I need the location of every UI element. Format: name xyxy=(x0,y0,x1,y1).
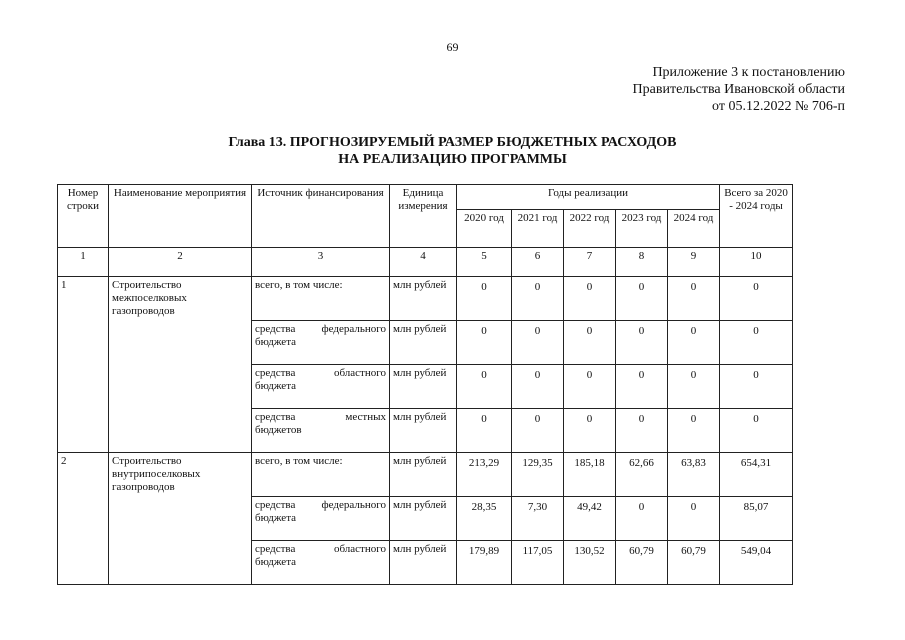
column-number: 2 xyxy=(109,248,252,277)
value-2022: 0 xyxy=(564,365,616,409)
value-total: 0 xyxy=(720,365,793,409)
value-2024: 63,83 xyxy=(668,453,720,497)
value-2023: 0 xyxy=(616,497,668,541)
value-2024: 0 xyxy=(668,497,720,541)
value-2022: 0 xyxy=(564,409,616,453)
unit: млн рублей xyxy=(390,365,457,409)
header-year-2023: 2023 год xyxy=(616,210,668,248)
value-2024: 0 xyxy=(668,365,720,409)
activity-name: Строительство межпоселковых газопроводов xyxy=(109,277,252,453)
column-number: 5 xyxy=(457,248,512,277)
value-total: 85,07 xyxy=(720,497,793,541)
value-total: 0 xyxy=(720,321,793,365)
value-total: 654,31 xyxy=(720,453,793,497)
value-total: 0 xyxy=(720,409,793,453)
unit: млн рублей xyxy=(390,277,457,321)
appendix-line-3: от 05.12.2022 № 706-п xyxy=(712,99,845,114)
value-2021: 0 xyxy=(512,321,564,365)
value-2022: 130,52 xyxy=(564,541,616,585)
value-2023: 0 xyxy=(616,365,668,409)
value-2023: 0 xyxy=(616,277,668,321)
header-source: Источник финансирования xyxy=(252,185,390,248)
value-total: 549,04 xyxy=(720,541,793,585)
value-2023: 0 xyxy=(616,321,668,365)
header-year-2022: 2022 год xyxy=(564,210,616,248)
funding-source: средства областного бюджета xyxy=(252,365,390,409)
column-number: 1 xyxy=(58,248,109,277)
chapter-title-line-2: НА РЕАЛИЗАЦИЮ ПРОГРАММЫ xyxy=(338,152,567,167)
value-2021: 0 xyxy=(512,409,564,453)
header-year-2024: 2024 год xyxy=(668,210,720,248)
funding-source: средства федерального бюджета xyxy=(252,497,390,541)
funding-source: средства федерального бюджета xyxy=(252,321,390,365)
value-2024: 0 xyxy=(668,409,720,453)
funding-source: всего, в том числе: xyxy=(252,277,390,321)
value-2022: 0 xyxy=(564,277,616,321)
column-number: 8 xyxy=(616,248,668,277)
value-2022: 0 xyxy=(564,321,616,365)
value-2022: 185,18 xyxy=(564,453,616,497)
appendix-header xyxy=(633,64,845,115)
header-years-group: Годы реализации xyxy=(457,185,720,210)
table-row xyxy=(58,453,793,497)
unit: млн рублей xyxy=(390,453,457,497)
column-number: 9 xyxy=(668,248,720,277)
header-year-2021: 2021 год xyxy=(512,210,564,248)
header-row-number: Номер строки xyxy=(58,185,109,248)
chapter-title xyxy=(0,134,905,168)
unit: млн рублей xyxy=(390,541,457,585)
appendix-line-1: Приложение 3 к постановлению xyxy=(652,65,845,80)
column-number: 7 xyxy=(564,248,616,277)
unit: млн рублей xyxy=(390,321,457,365)
funding-source: средства местных бюджетов xyxy=(252,409,390,453)
value-2020: 0 xyxy=(457,321,512,365)
value-2021: 0 xyxy=(512,277,564,321)
unit: млн рублей xyxy=(390,497,457,541)
funding-source: средства областного бюджета xyxy=(252,541,390,585)
value-2021: 129,35 xyxy=(512,453,564,497)
column-numbers-row xyxy=(58,248,793,277)
value-2024: 0 xyxy=(668,321,720,365)
column-number: 3 xyxy=(252,248,390,277)
header-year-2020: 2020 год xyxy=(457,210,512,248)
page-number: 69 xyxy=(446,40,459,54)
chapter-title-line-1: Глава 13. ПРОГНОЗИРУЕМЫЙ РАЗМЕР БЮДЖЕТНЫХ РАСХОДОВ xyxy=(228,135,677,150)
header-unit: Единица измерения xyxy=(390,185,457,248)
value-2021: 7,30 xyxy=(512,497,564,541)
value-2023: 0 xyxy=(616,409,668,453)
value-2023: 60,79 xyxy=(616,541,668,585)
budget-table xyxy=(57,184,793,585)
column-number: 6 xyxy=(512,248,564,277)
column-number: 10 xyxy=(720,248,793,277)
funding-source: всего, в том числе: xyxy=(252,453,390,497)
value-2020: 0 xyxy=(457,277,512,321)
column-number: 4 xyxy=(390,248,457,277)
header-total: Всего за 2020 - 2024 годы xyxy=(720,185,793,248)
value-2022: 49,42 xyxy=(564,497,616,541)
value-2020: 0 xyxy=(457,409,512,453)
value-2023: 62,66 xyxy=(616,453,668,497)
activity-number: 2 xyxy=(58,453,109,585)
activity-name: Строительство внутрипоселковых газопроводов xyxy=(109,453,252,585)
header-activity: Наименование мероприятия xyxy=(109,185,252,248)
table-row xyxy=(58,277,793,321)
value-2021: 117,05 xyxy=(512,541,564,585)
appendix-line-2: Правительства Ивановской области xyxy=(632,82,845,97)
value-2024: 60,79 xyxy=(668,541,720,585)
value-2020: 213,29 xyxy=(457,453,512,497)
value-2024: 0 xyxy=(668,277,720,321)
value-2020: 0 xyxy=(457,365,512,409)
value-2020: 179,89 xyxy=(457,541,512,585)
activity-number: 1 xyxy=(58,277,109,453)
value-total: 0 xyxy=(720,277,793,321)
value-2020: 28,35 xyxy=(457,497,512,541)
unit: млн рублей xyxy=(390,409,457,453)
value-2021: 0 xyxy=(512,365,564,409)
